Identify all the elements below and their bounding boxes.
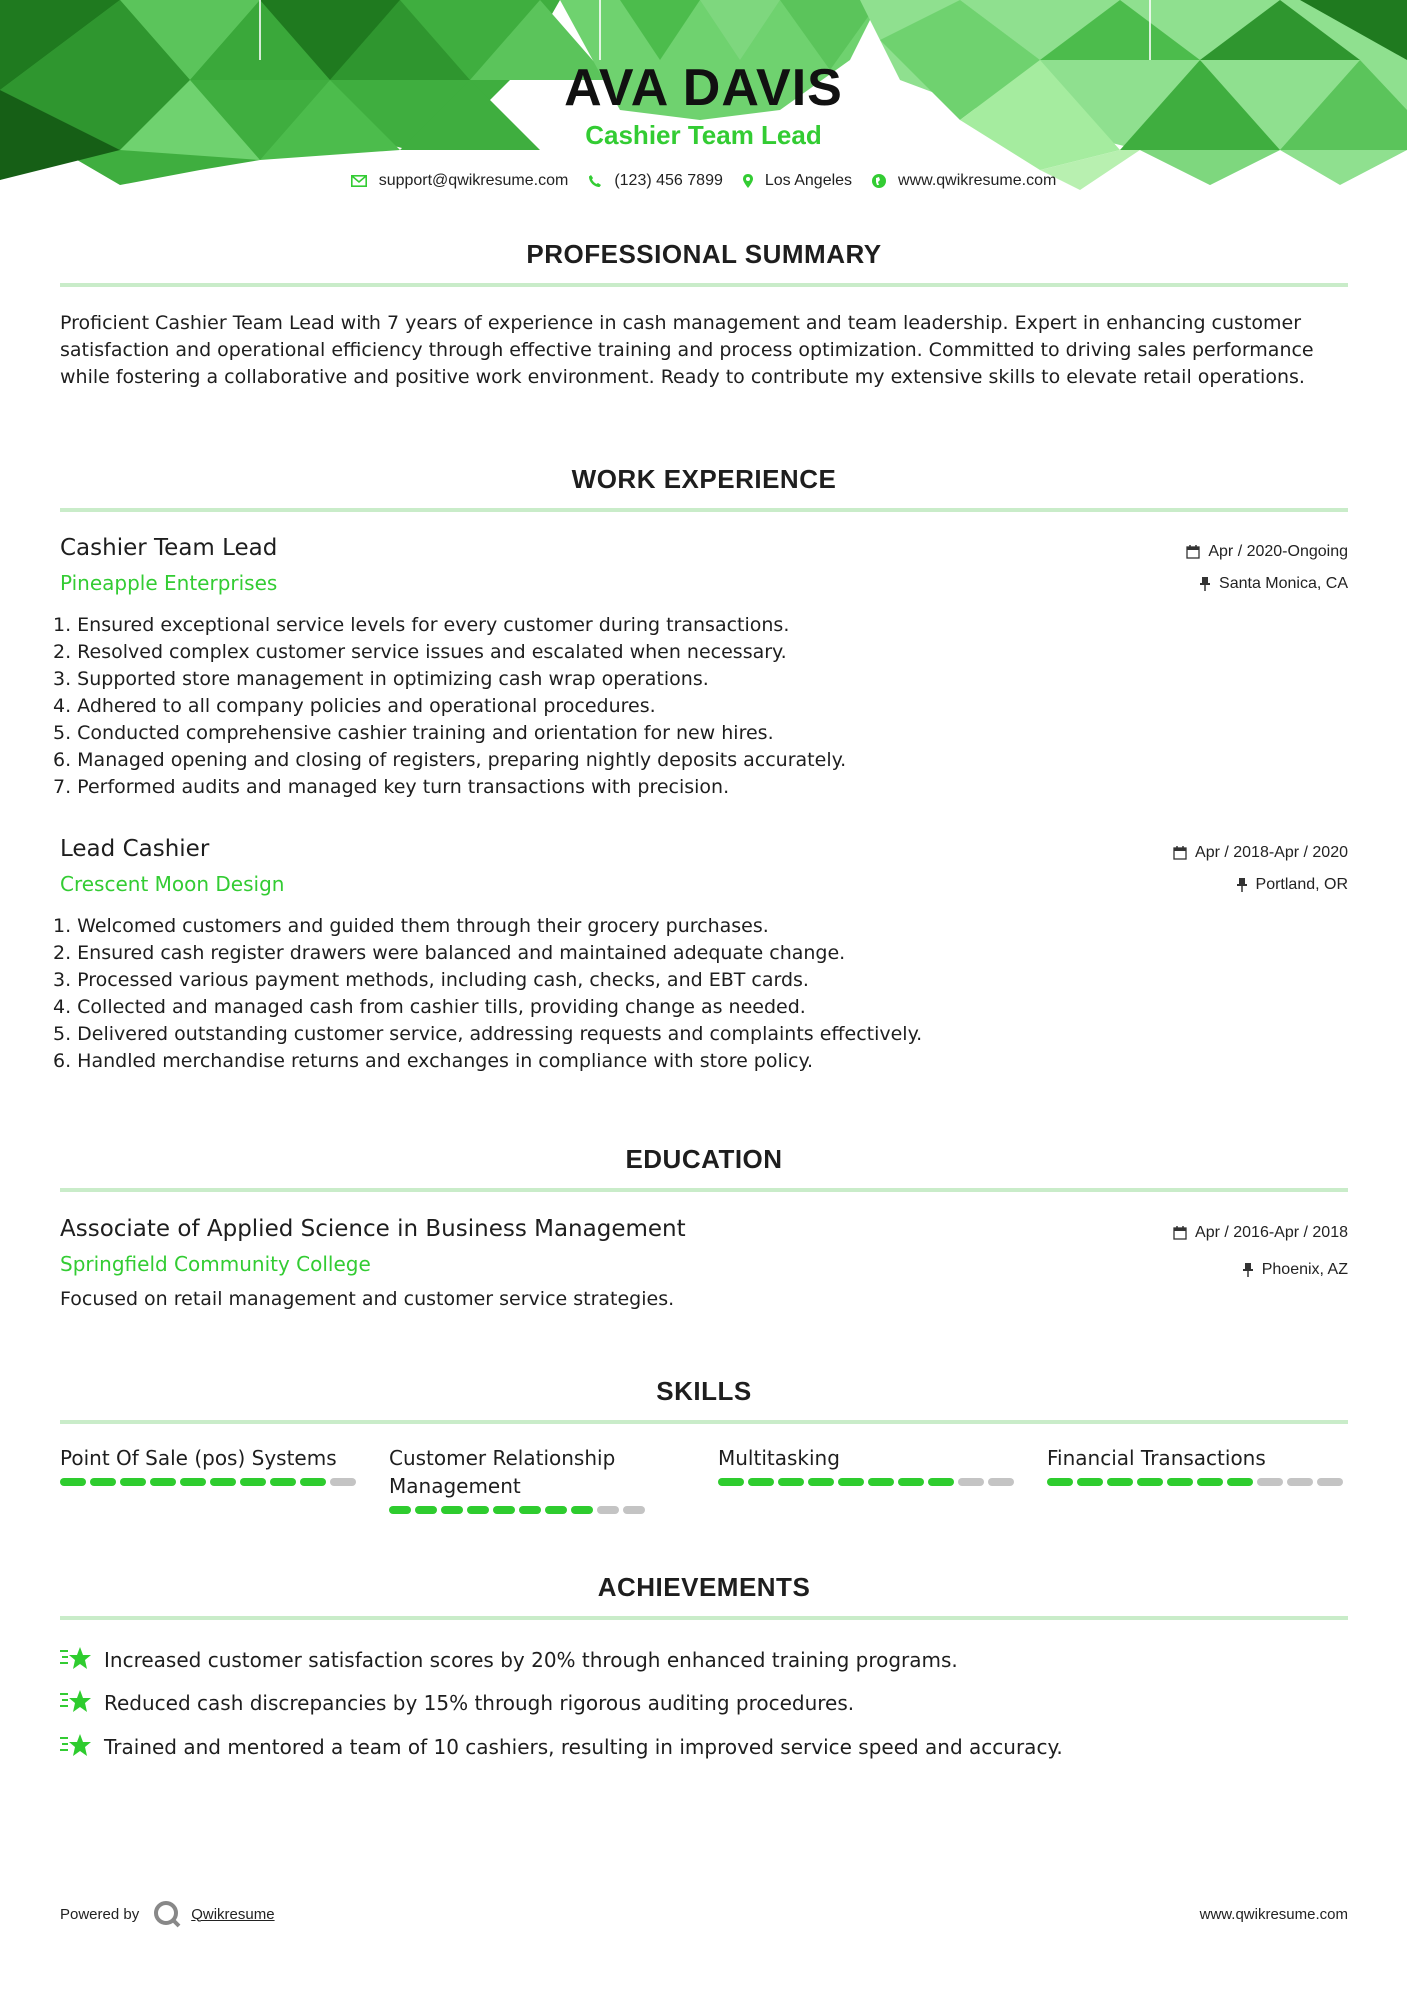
skill-level-bar	[60, 1478, 360, 1486]
skill-level-segment	[1167, 1478, 1193, 1486]
footer-website[interactable]: www.qwikresume.com	[1199, 1906, 1348, 1923]
star-icon	[60, 1688, 92, 1718]
job-bullets	[53, 612, 846, 801]
skill-level-segment	[958, 1478, 984, 1486]
skill-level-segment	[868, 1478, 894, 1486]
skill-name: Financial Transactions	[1047, 1446, 1266, 1470]
skill-level-segment	[928, 1478, 954, 1486]
degree-title: Associate of Applied Science in Business Management	[60, 1216, 686, 1242]
skill-level-segment	[571, 1506, 593, 1514]
pushpin-icon	[1236, 878, 1248, 892]
skill-level-segment	[493, 1506, 515, 1514]
education-description: Focused on retail management and customer service strategies.	[60, 1288, 675, 1310]
skill-item	[1047, 1444, 1347, 1486]
skill-item	[389, 1444, 649, 1514]
skills-divider	[60, 1420, 1348, 1424]
skill-level-segment	[1317, 1478, 1343, 1486]
candidate-title: Cashier Team Lead	[585, 120, 822, 150]
skill-level-segment	[467, 1506, 489, 1514]
dates-text: Apr / 2018-Apr / 2020	[1195, 844, 1348, 861]
skill-level-segment	[988, 1478, 1014, 1486]
list-item: 5. Delivered outstanding customer service, addressing requests and complaints effectively.	[53, 1023, 923, 1045]
skill-level-segment	[838, 1478, 864, 1486]
skill-level-segment	[441, 1506, 463, 1514]
phone-text: (123) 456 7899	[614, 172, 723, 189]
skill-level-bar	[389, 1506, 649, 1514]
skill-level-bar	[718, 1478, 1018, 1486]
location-text: Santa Monica, CA	[1219, 575, 1348, 592]
map-pin-icon	[743, 174, 753, 188]
qwikresume-link[interactable]: Qwikresume	[191, 1905, 275, 1923]
location-text: Phoenix, AZ	[1261, 1261, 1348, 1278]
skill-level-segment	[150, 1478, 176, 1486]
skill-item	[718, 1444, 1018, 1486]
education-entry	[60, 1216, 1348, 1316]
contact-bar	[0, 172, 1407, 190]
skill-level-segment	[1197, 1478, 1223, 1486]
skill-level-segment	[1257, 1478, 1283, 1486]
skills-heading: SKILLS	[656, 1376, 752, 1406]
skill-level-segment	[415, 1506, 437, 1514]
achievement-text: Trained and mentored a team of 10 cashiers, resulting in improved service speed and accuracy.	[104, 1735, 1063, 1759]
summary-heading: PROFESSIONAL SUMMARY	[526, 239, 882, 269]
list-item: 3. Supported store management in optimizing cash wrap operations.	[53, 668, 709, 690]
skill-level-segment	[519, 1506, 541, 1514]
contact-location	[743, 172, 852, 190]
skill-level-segment	[718, 1478, 744, 1486]
skill-level-segment	[808, 1478, 834, 1486]
pushpin-icon	[1242, 1263, 1254, 1277]
star-icon	[60, 1732, 92, 1762]
envelope-icon	[351, 175, 367, 187]
skill-level-segment	[1287, 1478, 1313, 1486]
contact-email[interactable]	[351, 172, 569, 190]
skill-level-segment	[1107, 1478, 1133, 1486]
list-item: 7. Performed audits and managed key turn transactions with precision.	[53, 776, 730, 798]
powered-by-label: Powered by	[60, 1905, 140, 1923]
skill-level-segment	[778, 1478, 804, 1486]
skill-level-segment	[300, 1478, 326, 1486]
job-bullets	[53, 913, 922, 1075]
education-heading: EDUCATION	[625, 1144, 783, 1174]
list-item: 3. Processed various payment methods, including cash, checks, and EBT cards.	[53, 969, 809, 991]
education-divider	[60, 1188, 1348, 1192]
skill-name: Customer Relationship Management	[389, 1446, 616, 1498]
dates-text: Apr / 2016-Apr / 2018	[1195, 1224, 1348, 1241]
skill-level-bar	[1047, 1478, 1347, 1486]
job-location	[1199, 575, 1348, 593]
school-name: Springfield Community College	[60, 1252, 371, 1276]
calendar-icon	[1173, 1226, 1187, 1240]
email-text: support@qwikresume.com	[378, 172, 569, 189]
skill-item	[60, 1444, 360, 1486]
skill-level-segment	[898, 1478, 924, 1486]
skill-level-segment	[389, 1506, 411, 1514]
phone-icon	[588, 174, 602, 188]
skill-level-segment	[180, 1478, 206, 1486]
education-location	[1242, 1261, 1348, 1279]
job-dates	[1173, 844, 1348, 862]
achievement-item	[60, 1645, 958, 1675]
job-entry	[53, 836, 1348, 1086]
contact-phone[interactable]	[588, 172, 723, 190]
calendar-icon	[1173, 846, 1187, 860]
list-item: 1. Ensured exceptional service levels for every customer during transactions.	[53, 614, 790, 636]
location-text: Portland, OR	[1255, 876, 1348, 893]
job-dates	[1186, 543, 1348, 561]
website-text: www.qwikresume.com	[898, 172, 1057, 189]
education-dates	[1173, 1224, 1348, 1242]
summary-text: Proficient Cashier Team Lead with 7 years of experience in cash management and team leadership. Expert in enhancing customer satisfaction and operational efficiency through effective training and process optimization. Committed to driving sales performance while fostering a collaborative and positive work environment. Ready to contribute my extensive skills to elevate retail operations.	[60, 312, 1314, 388]
calendar-icon	[1186, 545, 1200, 559]
experience-divider	[60, 508, 1348, 512]
job-entry	[53, 535, 1348, 805]
location-text: Los Angeles	[764, 172, 853, 189]
job-location	[1236, 876, 1348, 894]
skill-level-segment	[270, 1478, 296, 1486]
skill-name: Point Of Sale (pos) Systems	[60, 1446, 337, 1470]
experience-heading: WORK EXPERIENCE	[571, 464, 837, 494]
list-item: 2. Resolved complex customer service issues and escalated when necessary.	[53, 641, 787, 663]
candidate-name: AVA DAVIS	[564, 59, 843, 117]
skill-level-segment	[90, 1478, 116, 1486]
list-item: 4. Collected and managed cash from cashier tills, providing change as needed.	[53, 996, 806, 1018]
list-item: 1. Welcomed customers and guided them through their grocery purchases.	[53, 915, 769, 937]
job-title: Cashier Team Lead	[60, 535, 278, 561]
achievement-item	[60, 1732, 1063, 1762]
achievement-item	[60, 1688, 854, 1718]
summary-divider	[60, 283, 1348, 287]
list-item: 5. Conducted comprehensive cashier training and orientation for new hires.	[53, 722, 774, 744]
skill-level-segment	[1047, 1478, 1073, 1486]
star-icon	[60, 1645, 92, 1675]
skill-name: Multitasking	[718, 1446, 840, 1470]
skill-level-segment	[240, 1478, 266, 1486]
qwikresume-logo-icon	[153, 1900, 181, 1928]
globe-icon	[872, 174, 886, 188]
skill-level-segment	[1077, 1478, 1103, 1486]
skill-level-segment	[597, 1506, 619, 1514]
list-item: 4. Adhered to all company policies and operational procedures.	[53, 695, 656, 717]
footer-branding	[60, 1900, 275, 1928]
skill-level-segment	[545, 1506, 567, 1514]
skill-level-segment	[330, 1478, 356, 1486]
dates-text: Apr / 2020-Ongoing	[1208, 543, 1348, 560]
pushpin-icon	[1199, 577, 1211, 591]
list-item: 2. Ensured cash register drawers were balanced and maintained adequate change.	[53, 942, 846, 964]
list-item: 6. Managed opening and closing of registers, preparing nightly deposits accurately.	[53, 749, 847, 771]
contact-website[interactable]	[872, 172, 1056, 190]
company-name: Crescent Moon Design	[60, 872, 285, 896]
achievements-divider	[60, 1616, 1348, 1620]
achievements-heading: ACHIEVEMENTS	[597, 1572, 811, 1602]
skill-level-segment	[623, 1506, 645, 1514]
skill-level-segment	[210, 1478, 236, 1486]
company-name: Pineapple Enterprises	[60, 571, 278, 595]
skill-level-segment	[120, 1478, 146, 1486]
skill-level-segment	[748, 1478, 774, 1486]
list-item: 6. Handled merchandise returns and exchanges in compliance with store policy.	[53, 1050, 814, 1072]
achievement-text: Increased customer satisfaction scores by 20% through enhanced training programs.	[104, 1648, 958, 1672]
skill-level-segment	[1137, 1478, 1163, 1486]
skill-level-segment	[60, 1478, 86, 1486]
job-title: Lead Cashier	[60, 836, 210, 862]
skill-level-segment	[1227, 1478, 1253, 1486]
achievement-text: Reduced cash discrepancies by 15% through rigorous auditing procedures.	[104, 1691, 855, 1715]
